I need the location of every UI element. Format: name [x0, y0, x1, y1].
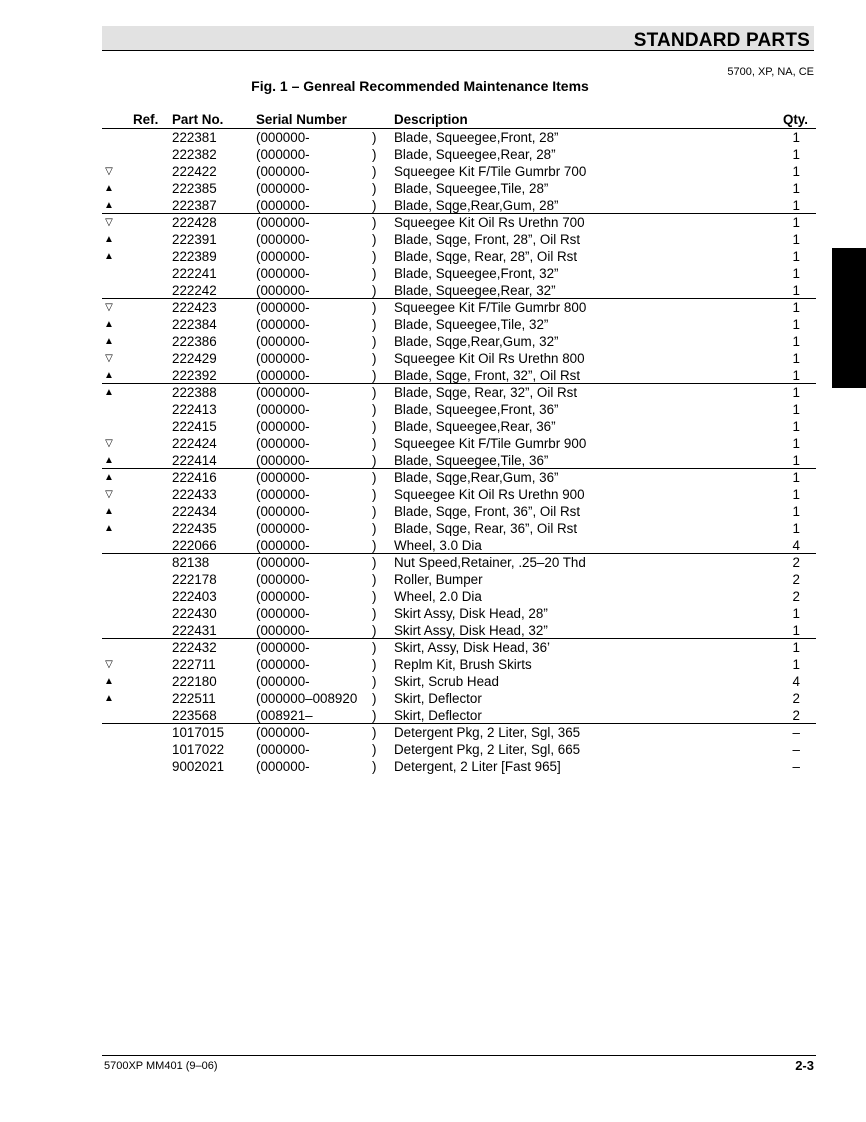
quantity: 4 [792, 674, 800, 689]
serial-close: ) [372, 572, 377, 587]
ref-marker: ▲ [104, 387, 114, 398]
quantity: – [792, 759, 800, 774]
table-row [102, 588, 816, 605]
serial-close: ) [372, 470, 377, 485]
serial-close: ) [372, 419, 377, 434]
quantity: 1 [792, 215, 800, 230]
part-description: Blade, Sqge, Rear, 36”, Oil Rst [394, 521, 578, 536]
serial-close: ) [372, 198, 377, 213]
part-number: 222430 [172, 606, 217, 621]
serial-number: (000000- [256, 130, 310, 145]
page-number: 2-3 [795, 1058, 814, 1073]
serial-close: ) [372, 640, 377, 655]
serial-number: (000000- [256, 504, 310, 519]
ref-marker: ▲ [104, 676, 114, 687]
serial-number: (000000- [256, 674, 310, 689]
model-note: 5700, XP, NA, CE [727, 66, 814, 78]
part-number: 222422 [172, 164, 217, 179]
part-description: Skirt Assy, Disk Head, 28” [394, 606, 548, 621]
part-description: Blade, Squeegee,Rear, 32” [394, 283, 556, 298]
table-row [102, 503, 816, 520]
serial-close: ) [372, 725, 377, 740]
serial-close: ) [372, 436, 377, 451]
serial-close: ) [372, 504, 377, 519]
header-bar [102, 26, 814, 51]
quantity: – [792, 742, 800, 757]
serial-close: ) [372, 249, 377, 264]
quantity: 2 [792, 708, 800, 723]
serial-number: (000000- [256, 164, 310, 179]
serial-number: (000000- [256, 555, 310, 570]
quantity: 2 [792, 691, 800, 706]
part-description: Detergent, 2 Liter [Fast 965] [394, 759, 561, 774]
quantity: 1 [792, 504, 800, 519]
quantity: 1 [792, 266, 800, 281]
serial-number: (000000- [256, 368, 310, 383]
part-number: 222711 [172, 657, 216, 672]
serial-number: (008921– [256, 708, 313, 723]
quantity: – [792, 725, 800, 740]
part-description: Blade, Sqge, Front, 32”, Oil Rst [394, 368, 581, 383]
table-row [102, 639, 816, 656]
serial-number: (000000- [256, 742, 310, 757]
part-number: 222431 [172, 623, 217, 638]
table-row [102, 146, 816, 163]
quantity: 1 [792, 317, 800, 332]
part-description: Wheel, 3.0 Dia [394, 538, 482, 553]
serial-close: ) [372, 164, 377, 179]
serial-number: (000000- [256, 521, 310, 536]
quantity: 1 [792, 606, 800, 621]
parts-table [102, 111, 816, 775]
part-number: 1017015 [172, 725, 225, 740]
quantity: 1 [792, 164, 800, 179]
part-number: 222413 [172, 402, 217, 417]
quantity: 1 [792, 198, 800, 213]
serial-close: ) [372, 283, 377, 298]
table-row [102, 231, 816, 248]
quantity: 1 [792, 181, 800, 196]
quantity: 1 [792, 283, 800, 298]
serial-number: (000000- [256, 572, 310, 587]
part-description: Squeegee Kit F/Tile Gumrbr 800 [394, 300, 587, 315]
quantity: 1 [792, 419, 800, 434]
part-description: Replm Kit, Brush Skirts [394, 657, 532, 672]
table-row [102, 673, 816, 690]
quantity: 1 [792, 334, 800, 349]
part-number: 222388 [172, 385, 217, 400]
ref-marker: ▽ [105, 489, 113, 500]
ref-marker: ▲ [104, 200, 114, 211]
table-row [102, 435, 816, 452]
quantity: 1 [792, 232, 800, 247]
part-number: 222415 [172, 419, 217, 434]
serial-close: ) [372, 589, 377, 604]
part-description: Squeegee Kit Oil Rs Urethn 800 [394, 351, 585, 366]
serial-number: (000000- [256, 198, 310, 213]
part-number: 222386 [172, 334, 217, 349]
table-row [102, 605, 816, 622]
serial-number: (000000- [256, 657, 310, 672]
part-number: 222434 [172, 504, 217, 519]
table-row [102, 656, 816, 673]
serial-close: ) [372, 606, 377, 621]
footer-divider [102, 1055, 816, 1056]
part-number: 222382 [172, 147, 217, 162]
part-description: Wheel, 2.0 Dia [394, 589, 482, 604]
serial-close: ) [372, 334, 377, 349]
serial-number: (000000- [256, 606, 310, 621]
ref-marker: ▲ [104, 472, 114, 483]
serial-number: (000000- [256, 334, 310, 349]
table-row [102, 214, 816, 231]
part-description: Blade, Squeegee,Rear, 28” [394, 147, 556, 162]
part-number: 223568 [172, 708, 217, 723]
quantity: 2 [792, 589, 800, 604]
ref-marker: ▲ [104, 183, 114, 194]
part-description: Skirt Assy, Disk Head, 32” [394, 623, 548, 638]
table-row [102, 350, 816, 367]
quantity: 1 [792, 351, 800, 366]
table-row [102, 486, 816, 503]
serial-number: (000000- [256, 759, 310, 774]
serial-number: (000000- [256, 402, 310, 417]
part-description: Skirt, Deflector [394, 708, 482, 723]
part-number: 222432 [172, 640, 217, 655]
table-row [102, 384, 816, 401]
ref-marker: ▽ [105, 166, 113, 177]
serial-close: ) [372, 351, 377, 366]
footer-doc-id: 5700XP MM401 (9–06) [104, 1060, 218, 1072]
serial-close: ) [372, 232, 377, 247]
quantity: 1 [792, 470, 800, 485]
part-description: Blade, Squeegee,Tile, 28” [394, 181, 549, 196]
serial-close: ) [372, 402, 377, 417]
part-description: Detergent Pkg, 2 Liter, Sgl, 365 [394, 725, 581, 740]
part-number: 222428 [172, 215, 217, 230]
quantity: 1 [792, 385, 800, 400]
ref-marker: ▲ [104, 523, 114, 534]
table-header-row [102, 111, 816, 129]
serial-close: ) [372, 742, 377, 757]
part-description: Squeegee Kit Oil Rs Urethn 900 [394, 487, 585, 502]
table-row [102, 690, 816, 707]
part-description: Blade, Sqge,Rear,Gum, 36” [394, 470, 559, 485]
part-number: 222424 [172, 436, 217, 451]
ref-marker: ▲ [104, 234, 114, 245]
quantity: 2 [792, 555, 800, 570]
serial-number: (000000- [256, 640, 310, 655]
part-description: Blade, Sqge,Rear,Gum, 28” [394, 198, 559, 213]
part-number: 222416 [172, 470, 217, 485]
serial-close: ) [372, 708, 377, 723]
part-number: 222385 [172, 181, 217, 196]
quantity: 1 [792, 436, 800, 451]
ref-marker: ▲ [104, 455, 114, 466]
part-description: Blade, Squeegee,Tile, 36” [394, 453, 549, 468]
figure-title: Fig. 1 – Genreal Recommended Maintenance Items [251, 78, 589, 94]
serial-close: ) [372, 555, 377, 570]
table-row [102, 707, 816, 724]
serial-close: ) [372, 385, 377, 400]
table-row [102, 197, 816, 214]
serial-close: ) [372, 759, 377, 774]
quantity: 1 [792, 368, 800, 383]
serial-number: (000000- [256, 232, 310, 247]
part-number: 222242 [172, 283, 217, 298]
part-number: 222429 [172, 351, 217, 366]
part-number: 222423 [172, 300, 217, 315]
serial-number: (000000- [256, 453, 310, 468]
part-number: 1017022 [172, 742, 225, 757]
quantity: 1 [792, 521, 800, 536]
table-row [102, 265, 816, 282]
section-tab-marker [832, 248, 866, 388]
part-number: 222511 [172, 691, 216, 706]
table-body [102, 129, 816, 775]
part-number: 222178 [172, 572, 217, 587]
quantity: 1 [792, 657, 800, 672]
part-description: Blade, Squeegee,Front, 28” [394, 130, 559, 145]
part-number: 222391 [172, 232, 217, 247]
serial-number: (000000- [256, 487, 310, 502]
col-ref-header: Ref. [133, 112, 159, 127]
table-row [102, 401, 816, 418]
serial-close: ) [372, 521, 377, 536]
table-row [102, 367, 816, 384]
table-row [102, 452, 816, 469]
serial-close: ) [372, 691, 377, 706]
ref-marker: ▲ [104, 336, 114, 347]
part-number: 222384 [172, 317, 217, 332]
table-row [102, 758, 816, 775]
serial-number: (000000- [256, 419, 310, 434]
table-row [102, 571, 816, 588]
part-description: Squeegee Kit Oil Rs Urethn 700 [394, 215, 585, 230]
serial-number: (000000- [256, 589, 310, 604]
table-row [102, 537, 816, 554]
part-number: 222180 [172, 674, 217, 689]
serial-close: ) [372, 181, 377, 196]
part-number: 222433 [172, 487, 217, 502]
serial-number: (000000- [256, 623, 310, 638]
part-description: Blade, Sqge,Rear,Gum, 32” [394, 334, 559, 349]
serial-number: (000000- [256, 147, 310, 162]
ref-marker: ▽ [105, 217, 113, 228]
table-row [102, 282, 816, 299]
part-description: Blade, Squeegee,Front, 32” [394, 266, 559, 281]
serial-close: ) [372, 623, 377, 638]
quantity: 1 [792, 130, 800, 145]
table-row [102, 554, 816, 571]
serial-number: (000000- [256, 538, 310, 553]
part-number: 222414 [172, 453, 217, 468]
part-description: Blade, Sqge, Rear, 32”, Oil Rst [394, 385, 578, 400]
part-description: Skirt, Deflector [394, 691, 482, 706]
quantity: 1 [792, 487, 800, 502]
quantity: 1 [792, 300, 800, 315]
table-row [102, 622, 816, 639]
col-qty-header: Qty. [782, 112, 808, 127]
page-title: STANDARD PARTS [633, 30, 810, 51]
part-description: Blade, Sqge, Rear, 28”, Oil Rst [394, 249, 578, 264]
ref-marker: ▽ [105, 302, 113, 313]
ref-marker: ▲ [104, 319, 114, 330]
serial-number: (000000- [256, 249, 310, 264]
ref-marker: ▲ [104, 251, 114, 262]
serial-close: ) [372, 657, 377, 672]
serial-close: ) [372, 266, 377, 281]
col-serial-header: Serial Number [256, 112, 347, 127]
part-number: 222392 [172, 368, 217, 383]
table-row [102, 520, 816, 537]
part-description: Nut Speed,Retainer, .25–20 Thd [394, 555, 586, 570]
serial-number: (000000- [256, 436, 310, 451]
col-description-header: Description [394, 112, 468, 127]
table-row [102, 180, 816, 197]
table-row [102, 741, 816, 758]
serial-number: (000000- [256, 385, 310, 400]
part-description: Roller, Bumper [394, 572, 483, 587]
serial-close: ) [372, 487, 377, 502]
serial-number: (000000- [256, 725, 310, 740]
serial-number: (000000- [256, 181, 310, 196]
part-description: Skirt, Scrub Head [394, 674, 499, 689]
table-row [102, 248, 816, 265]
part-description: Skirt, Assy, Disk Head, 36’ [394, 640, 551, 655]
serial-close: ) [372, 317, 377, 332]
part-number: 222387 [172, 198, 217, 213]
serial-close: ) [372, 130, 377, 145]
table-row [102, 469, 816, 486]
part-description: Detergent Pkg, 2 Liter, Sgl, 665 [394, 742, 581, 757]
serial-close: ) [372, 368, 377, 383]
part-number: 222403 [172, 589, 217, 604]
table-row [102, 163, 816, 180]
part-description: Squeegee Kit F/Tile Gumrbr 700 [394, 164, 587, 179]
part-description: Blade, Squeegee,Rear, 36” [394, 419, 556, 434]
table-row [102, 418, 816, 435]
part-description: Blade, Sqge, Front, 28”, Oil Rst [394, 232, 581, 247]
ref-marker: ▲ [104, 506, 114, 517]
part-description: Squeegee Kit F/Tile Gumrbr 900 [394, 436, 587, 451]
serial-close: ) [372, 215, 377, 230]
part-number: 82138 [172, 555, 210, 570]
part-description: Blade, Sqge, Front, 36”, Oil Rst [394, 504, 581, 519]
part-number: 222435 [172, 521, 217, 536]
ref-marker: ▲ [104, 370, 114, 381]
serial-close: ) [372, 453, 377, 468]
serial-close: ) [372, 147, 377, 162]
quantity: 4 [792, 538, 800, 553]
part-description: Blade, Squeegee,Tile, 32” [394, 317, 549, 332]
quantity: 2 [792, 572, 800, 587]
quantity: 1 [792, 640, 800, 655]
serial-close: ) [372, 674, 377, 689]
serial-number: (000000- [256, 283, 310, 298]
part-number: 222381 [172, 130, 217, 145]
quantity: 1 [792, 249, 800, 264]
part-number: 9002021 [172, 759, 225, 774]
ref-marker: ▲ [104, 693, 114, 704]
quantity: 1 [792, 453, 800, 468]
serial-close: ) [372, 300, 377, 315]
part-number: 222066 [172, 538, 217, 553]
table-row [102, 724, 816, 741]
serial-number: (000000- [256, 215, 310, 230]
part-description: Blade, Squeegee,Front, 36” [394, 402, 559, 417]
col-part-header: Part No. [172, 112, 224, 127]
part-number: 222241 [172, 266, 217, 281]
serial-number: (000000- [256, 300, 310, 315]
serial-number: (000000- [256, 317, 310, 332]
ref-marker: ▽ [105, 438, 113, 449]
serial-number: (000000- [256, 266, 310, 281]
ref-marker: ▽ [105, 353, 113, 364]
ref-marker: ▽ [105, 659, 113, 670]
quantity: 1 [792, 147, 800, 162]
serial-close: ) [372, 538, 377, 553]
serial-number: (000000- [256, 351, 310, 366]
quantity: 1 [792, 402, 800, 417]
part-number: 222389 [172, 249, 217, 264]
quantity: 1 [792, 623, 800, 638]
serial-number: (000000- [256, 470, 310, 485]
table-row [102, 129, 816, 146]
table-row [102, 299, 816, 316]
table-row [102, 333, 816, 350]
serial-number: (000000–008920 [256, 691, 358, 706]
table-row [102, 316, 816, 333]
